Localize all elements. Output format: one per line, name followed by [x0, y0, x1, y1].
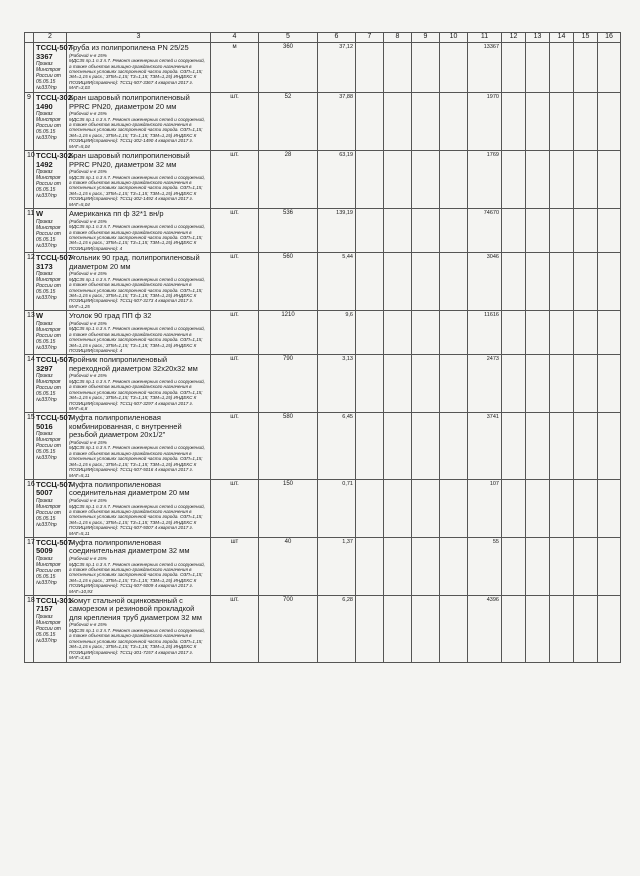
resource-code-cell	[34, 413, 75, 480]
col-number: 13	[526, 33, 550, 43]
empty-cell	[502, 43, 526, 93]
empty-cell	[440, 43, 468, 93]
unit: шт	[211, 537, 259, 595]
empty-cell	[440, 253, 468, 311]
resource-description: МДС35 пр.1 п.3 п.7. Ремонт инженерных сетей и сооружений, а также объектов жилищно-гражданского назначения в стесненных условиях застроенной части города. ОЗП=1,15; ЭМ=1,15 к расх.; ЗПМ=1,15; ТЗ=1,15; ТЗМ=1,15) ИНДЕКС К ПОЗИЦИИ(справочно): ТССЦ-507-3367 4 квартал 2017 г. МАТ=3,03	[69, 58, 205, 91]
empty-cell	[384, 537, 412, 595]
empty-cell	[550, 209, 574, 253]
col-number: 12	[502, 33, 526, 43]
normative-order: Приказ Минстроя России от 05.05.15 №337/пр	[36, 320, 61, 351]
empty-cell	[598, 537, 621, 595]
total-cost: 4396	[468, 595, 502, 662]
empty-cell	[412, 311, 440, 355]
empty-cell	[574, 595, 598, 662]
col-number: 5	[259, 33, 318, 43]
empty-cell	[502, 413, 526, 480]
resource-code: ТССЦ-507-3367	[36, 43, 75, 61]
row-number: 13	[25, 311, 34, 355]
row-number: 12	[25, 253, 34, 311]
resource-name: Уголок 90 град ПП ф 32	[69, 311, 152, 321]
estimate-row	[25, 93, 621, 151]
resource-code: ТССЦ-507-5009	[36, 537, 75, 556]
empty-cell	[440, 479, 468, 537]
empty-cell	[412, 355, 440, 413]
estimate-row	[25, 355, 621, 413]
empty-cell	[356, 151, 384, 209]
empty-cell	[526, 151, 550, 209]
estimate-table	[24, 32, 621, 663]
row-number: 15	[25, 413, 34, 480]
empty-cell	[440, 595, 468, 662]
resource-description: МДС35 пр.1 п.3 п.7. Ремонт инженерных сетей и сооружений, а также объектов жилищно-гражданского назначения в стесненных условиях застроенной части города. ОЗП=1,15; ЭМ=1,15 к расх.; ЗПМ=1,15; ТЗ=1,15; ТЗМ=1,15) ИНДЕКС К ПОЗИЦИИ(справочно): 4	[69, 224, 205, 251]
empty-cell	[502, 151, 526, 209]
col-number: 10	[440, 33, 468, 43]
total-cost: 2473	[468, 355, 502, 413]
empty-cell	[384, 151, 412, 209]
resource-description: МДС35 пр.1 п.3 п.7. Ремонт инженерных сетей и сооружений, а также объектов жилищно-гражданского назначения в стесненных условиях застроенной части города. ОЗП=1,15; ЭМ=1,15 к расх.; ЗПМ=1,15; ТЗ=1,15; ТЗМ=1,15) ИНДЕКС К ПОЗИЦИИ(справочно): ТССЦ-302-1492 4 квартал 2017 г. МАТ=5,04	[69, 174, 205, 207]
normative-order: Приказ Минстроя России от 05.05.15 №337/пр	[36, 431, 61, 462]
empty-cell	[550, 413, 574, 480]
empty-cell	[502, 537, 526, 595]
resource-code-cell	[34, 93, 75, 151]
unit-price: 6,45	[318, 413, 356, 480]
empty-cell	[502, 253, 526, 311]
empty-cell	[440, 537, 468, 595]
empty-cell	[574, 43, 598, 93]
col-number: 9	[412, 33, 440, 43]
empty-cell	[356, 595, 384, 662]
resource-code-cell	[34, 479, 75, 537]
resource-subnote: (Рабочий н-я 15%	[69, 169, 107, 175]
normative-order: Приказ Минстроя России от 05.05.15 №337/пр	[36, 497, 61, 528]
empty-cell	[502, 209, 526, 253]
empty-cell	[598, 209, 621, 253]
empty-cell	[412, 93, 440, 151]
quantity: 790	[259, 355, 318, 413]
row-number: 10	[25, 151, 34, 209]
row-number-header	[25, 33, 34, 43]
col-number: 4	[211, 33, 259, 43]
resource-name-cell	[67, 151, 211, 209]
resource-description: МДС35 пр.1 п.3 п.7. Ремонт инженерных сетей и сооружений, а также объектов жилищно-гражданского назначения в стесненных условиях застроенной части города. ОЗП=1,15; ЭМ=1,15 к расх.; ЗПМ=1,15; ТЗ=1,15; ТЗМ=1,15) ИНДЕКС К ПОЗИЦИИ(справочно): ТССЦ-507-5016 4 квартал 2017 г. МАТ=5,11	[69, 445, 205, 478]
empty-cell	[356, 479, 384, 537]
unit: шт.	[211, 311, 259, 355]
unit-price: 139,19	[318, 209, 356, 253]
resource-name: Тройник полипропиленовый переходной диаметром 32х20х32 мм	[69, 355, 198, 373]
quantity: 52	[259, 93, 318, 151]
resource-description: МДС35 пр.1 п.3 п.7. Ремонт инженерных сетей и сооружений, а также объектов жилищно-гражданского назначения в стесненных условиях застроенной части города. ОЗП=1,15; ЭМ=1,15 к расх.; ЗПМ=1,15; ТЗ=1,15; ТЗМ=1,15) ИНДЕКС К ПОЗИЦИИ(справочно): ТССЦ-301-7157 4 квартал 2017 г. МАТ=3,63	[69, 628, 205, 661]
total-cost: 13367	[468, 43, 502, 93]
resource-code: ТССЦ-507-5016	[36, 413, 75, 431]
row-number: 14	[25, 355, 34, 413]
resource-code-cell	[34, 151, 75, 209]
empty-cell	[356, 355, 384, 413]
empty-cell	[356, 253, 384, 311]
empty-cell	[526, 413, 550, 480]
row-number: 11	[25, 209, 34, 253]
unit: шт.	[211, 93, 259, 151]
empty-cell	[526, 209, 550, 253]
unit-price: 6,28	[318, 595, 356, 662]
empty-cell	[574, 413, 598, 480]
empty-cell	[384, 93, 412, 151]
empty-cell	[598, 413, 621, 480]
unit-price: 37,12	[318, 43, 356, 93]
empty-cell	[356, 413, 384, 480]
empty-cell	[550, 537, 574, 595]
normative-order: Приказ Минстроя России от 05.05.15 №337/пр	[36, 613, 61, 644]
unit: шт.	[211, 253, 259, 311]
empty-cell	[502, 311, 526, 355]
empty-cell	[384, 43, 412, 93]
estimate-row	[25, 311, 621, 355]
row-number: 9	[25, 93, 34, 151]
empty-cell	[574, 253, 598, 311]
empty-cell	[502, 595, 526, 662]
resource-description: МДС35 пр.1 п.3 п.7. Ремонт инженерных сетей и сооружений, а также объектов жилищно-гражданского назначения в стесненных условиях застроенной части города. ОЗП=1,15; ЭМ=1,15 к расх.; ЗПМ=1,15; ТЗ=1,15; ТЗМ=1,15) ИНДЕКС К ПОЗИЦИИ(справочно): ТССЦ-302-1490 4 квартал 2017 г. МАТ=5,04	[69, 116, 205, 149]
empty-cell	[412, 413, 440, 480]
resource-name-cell	[67, 537, 211, 595]
estimate-row	[25, 537, 621, 595]
empty-cell	[550, 151, 574, 209]
resource-subnote: (Рабочий н-я 15%	[69, 320, 107, 326]
resource-name: Муфта полипропиленовая соединительная диаметром 20 мм	[69, 479, 190, 498]
resource-name: Кран шаровый полипропиленовый PPRC PN20, диаметром 20 мм	[69, 93, 190, 111]
empty-cell	[356, 311, 384, 355]
unit-price: 5,44	[318, 253, 356, 311]
resource-code-cell	[34, 355, 75, 413]
unit: м	[211, 43, 259, 93]
empty-cell	[440, 413, 468, 480]
resource-name: Труба из полипропилена PN 25/25	[69, 43, 189, 52]
quantity: 700	[259, 595, 318, 662]
unit: шт.	[211, 151, 259, 209]
resource-code: ТССЦ-507-3297	[36, 355, 75, 373]
quantity: 560	[259, 253, 318, 311]
empty-cell	[412, 151, 440, 209]
empty-cell	[550, 253, 574, 311]
empty-cell	[598, 43, 621, 93]
empty-cell	[384, 595, 412, 662]
resource-name-cell	[67, 93, 211, 151]
col-number: 15	[574, 33, 598, 43]
resource-code: ТССЦ-302-1490	[36, 93, 75, 111]
empty-cell	[574, 311, 598, 355]
empty-cell	[440, 151, 468, 209]
row-number	[25, 43, 34, 93]
empty-cell	[356, 209, 384, 253]
empty-cell	[550, 311, 574, 355]
col-number: 11	[468, 33, 502, 43]
resource-subnote: (Рабочий н-я 15%	[69, 439, 107, 445]
empty-cell	[526, 479, 550, 537]
empty-cell	[550, 43, 574, 93]
empty-cell	[574, 479, 598, 537]
empty-cell	[412, 43, 440, 93]
empty-cell	[526, 537, 550, 595]
column-number-row	[25, 33, 621, 43]
resource-description: МДС35 пр.1 п.3 п.7. Ремонт инженерных сетей и сооружений, а также объектов жилищно-гражданского назначения в стесненных условиях застроенной части города. ОЗП=1,15; ЭМ=1,15 к расх.; ЗПМ=1,15; ТЗ=1,15; ТЗМ=1,15) ИНДЕКС К ПОЗИЦИИ(справочно): ТССЦ-507-3173 4 квартал 2017 г. МАТ=1,25	[69, 276, 205, 309]
empty-cell	[550, 93, 574, 151]
resource-code-cell	[34, 253, 75, 311]
resource-name-cell	[67, 355, 211, 413]
resource-name: Кран шаровый полипропиленовый PPRC PN20, диаметром 32 мм	[69, 151, 190, 169]
resource-subnote: (Рабочий н-я 15%	[69, 271, 107, 277]
empty-cell	[384, 479, 412, 537]
empty-cell	[574, 151, 598, 209]
normative-order: Приказ Минстроя России от 05.05.15 №337/пр	[36, 169, 61, 200]
resource-code-cell	[34, 595, 75, 662]
col-number: 7	[356, 33, 384, 43]
total-cost: 74670	[468, 209, 502, 253]
unit: шт.	[211, 355, 259, 413]
empty-cell	[526, 93, 550, 151]
empty-cell	[526, 311, 550, 355]
unit-price: 1,37	[318, 537, 356, 595]
resource-code: W	[36, 311, 44, 321]
estimate-row	[25, 413, 621, 480]
resource-subnote: (Рабочий н-я 15%	[69, 218, 107, 224]
row-number: 18	[25, 595, 34, 662]
total-cost: 3741	[468, 413, 502, 480]
resource-code: ТССЦ-507-3173	[36, 253, 75, 271]
normative-order: Приказ Минстроя России от 05.05.15 №337/пр	[36, 61, 61, 91]
empty-cell	[440, 355, 468, 413]
row-number: 16	[25, 479, 34, 537]
empty-cell	[440, 93, 468, 151]
col-number: 14	[550, 33, 574, 43]
empty-cell	[502, 93, 526, 151]
resource-code-cell	[34, 537, 75, 595]
empty-cell	[412, 253, 440, 311]
empty-cell	[598, 311, 621, 355]
resource-subnote: (Рабочий н-я 15%	[69, 497, 107, 503]
total-cost: 3046	[468, 253, 502, 311]
empty-cell	[502, 479, 526, 537]
col-number: 6	[318, 33, 356, 43]
resource-subnote: (Рабочий н-я 15%	[69, 555, 107, 561]
quantity: 40	[259, 537, 318, 595]
col-number: 3	[67, 33, 211, 43]
unit-price: 63,19	[318, 151, 356, 209]
quantity: 1210	[259, 311, 318, 355]
estimate-row	[25, 595, 621, 662]
empty-cell	[412, 537, 440, 595]
empty-cell	[440, 209, 468, 253]
empty-cell	[550, 355, 574, 413]
total-cost: 11616	[468, 311, 502, 355]
resource-name: Муфта полипропиленовая комбинированная, с внутренней резьбой диаметром 20х1/2"	[69, 413, 182, 440]
empty-cell	[412, 595, 440, 662]
quantity: 360	[259, 43, 318, 93]
empty-cell	[574, 355, 598, 413]
normative-order: Приказ Минстроя России от 05.05.15 №337/пр	[36, 218, 61, 249]
total-cost: 55	[468, 537, 502, 595]
resource-name: Американка пп ф 32*1 вн/р	[69, 209, 164, 219]
resource-subnote: (Рабочий н-я 15%	[69, 622, 107, 628]
estimate-row	[25, 253, 621, 311]
resource-name-cell	[67, 413, 211, 480]
resource-code: ТССЦ-507-5007	[36, 479, 75, 498]
empty-cell	[384, 311, 412, 355]
empty-cell	[384, 209, 412, 253]
col-number: 16	[598, 33, 621, 43]
empty-cell	[574, 93, 598, 151]
resource-code-cell	[34, 311, 67, 355]
quantity: 150	[259, 479, 318, 537]
empty-cell	[526, 253, 550, 311]
normative-order: Приказ Минстроя России от 05.05.15 №337/пр	[36, 111, 61, 141]
empty-cell	[574, 209, 598, 253]
empty-cell	[384, 253, 412, 311]
empty-cell	[598, 93, 621, 151]
col-number: 2	[34, 33, 67, 43]
empty-cell	[598, 253, 621, 311]
empty-cell	[440, 311, 468, 355]
empty-cell	[550, 479, 574, 537]
resource-code: ТССЦ-302-1492	[36, 151, 75, 169]
resource-code: ТССЦ-301-7157	[36, 595, 75, 614]
estimate-rows	[25, 43, 621, 663]
total-cost: 1769	[468, 151, 502, 209]
resource-name-cell	[67, 209, 211, 253]
unit: шт.	[211, 595, 259, 662]
resource-code: W	[36, 209, 44, 219]
empty-cell	[356, 43, 384, 93]
quantity: 536	[259, 209, 318, 253]
empty-cell	[598, 479, 621, 537]
empty-cell	[598, 355, 621, 413]
resource-name-cell	[67, 479, 211, 537]
empty-cell	[502, 355, 526, 413]
estimate-row	[25, 43, 621, 93]
row-number: 17	[25, 537, 34, 595]
empty-cell	[384, 355, 412, 413]
resource-subnote: (Рабочий н-я 15%	[69, 52, 107, 58]
resource-name: Хомут стальной оцинкованный с саморезом и резиновой прокладкой для крепления труб диаметром 32 мм	[69, 595, 202, 622]
empty-cell	[412, 209, 440, 253]
unit: шт.	[211, 413, 259, 480]
resource-code-cell	[34, 209, 67, 253]
resource-name-cell	[67, 43, 211, 93]
empty-cell	[412, 479, 440, 537]
quantity: 580	[259, 413, 318, 480]
unit-price: 9,6	[318, 311, 356, 355]
normative-order: Приказ Минстроя России от 05.05.15 №337/пр	[36, 555, 61, 586]
col-number: 8	[384, 33, 412, 43]
empty-cell	[526, 43, 550, 93]
estimate-row	[25, 209, 621, 253]
empty-cell	[356, 537, 384, 595]
unit-price: 0,71	[318, 479, 356, 537]
resource-description: МДС35 пр.1 п.3 п.7. Ремонт инженерных сетей и сооружений, а также объектов жилищно-гражданского назначения в стесненных условиях застроенной части города. ОЗП=1,15; ЭМ=1,15 к расх.; ЗПМ=1,15; ТЗ=1,15; ТЗМ=1,15) ИНДЕКС К ПОЗИЦИИ(справочно): ТССЦ-507-5009 4 квартал 2017 г. МАТ=10,93	[69, 561, 205, 594]
empty-cell	[356, 93, 384, 151]
resource-name: Муфта полипропиленовая соединительная диаметром 32 мм	[69, 537, 190, 556]
resource-code-cell	[34, 43, 75, 93]
normative-order: Приказ Минстроя России от 05.05.15 №337/пр	[36, 271, 61, 302]
resource-subnote: (Рабочий н-я 15%	[69, 373, 107, 379]
estimate-row	[25, 479, 621, 537]
resource-name-cell	[67, 253, 211, 311]
empty-cell	[526, 595, 550, 662]
resource-name: Угольник 90 град. полипропиленовый диаметром 20 мм	[69, 253, 200, 271]
empty-cell	[526, 355, 550, 413]
resource-description: МДС35 пр.1 п.3 п.7. Ремонт инженерных сетей и сооружений, а также объектов жилищно-гражданского назначения в стесненных условиях застроенной части города. ОЗП=1,15; ЭМ=1,15 к расх.; ЗПМ=1,15; ТЗ=1,15; ТЗМ=1,15) ИНДЕКС К ПОЗИЦИИ(справочно): ТССЦ-507-5007 4 квартал 2017 г. МАТ=5,11	[69, 503, 205, 536]
resource-description: МДС35 пр.1 п.3 п.7. Ремонт инженерных сетей и сооружений, а также объектов жилищно-гражданского назначения в стесненных условиях застроенной части города. ОЗП=1,15; ЭМ=1,15 к расх.; ЗПМ=1,15; ТЗ=1,15; ТЗМ=1,15) ИНДЕКС К ПОЗИЦИИ(справочно): ТССЦ-507-3297 4 квартал 2017 г. МАТ=6,8	[69, 378, 205, 411]
empty-cell	[598, 595, 621, 662]
estimate-row	[25, 151, 621, 209]
resource-name-cell	[67, 595, 211, 662]
unit-price: 3,13	[318, 355, 356, 413]
total-cost: 1970	[468, 93, 502, 151]
resource-subnote: (Рабочий н-я 15%	[69, 111, 107, 116]
unit: шт.	[211, 479, 259, 537]
normative-order: Приказ Минстроя России от 05.05.15 №337/пр	[36, 373, 61, 404]
resource-description: МДС35 пр.1 п.3 п.7. Ремонт инженерных сетей и сооружений, а также объектов жилищно-гражданского назначения в стесненных условиях застроенной части города. ОЗП=1,15; ЭМ=1,15 к расх.; ЗПМ=1,15; ТЗ=1,15; ТЗМ=1,15) ИНДЕКС К ПОЗИЦИИ(справочно): 4	[69, 326, 205, 353]
unit: шт.	[211, 209, 259, 253]
empty-cell	[550, 595, 574, 662]
unit-price: 37,88	[318, 93, 356, 151]
quantity: 28	[259, 151, 318, 209]
empty-cell	[384, 413, 412, 480]
empty-cell	[598, 151, 621, 209]
total-cost: 107	[468, 479, 502, 537]
resource-name-cell	[67, 311, 211, 355]
empty-cell	[574, 537, 598, 595]
